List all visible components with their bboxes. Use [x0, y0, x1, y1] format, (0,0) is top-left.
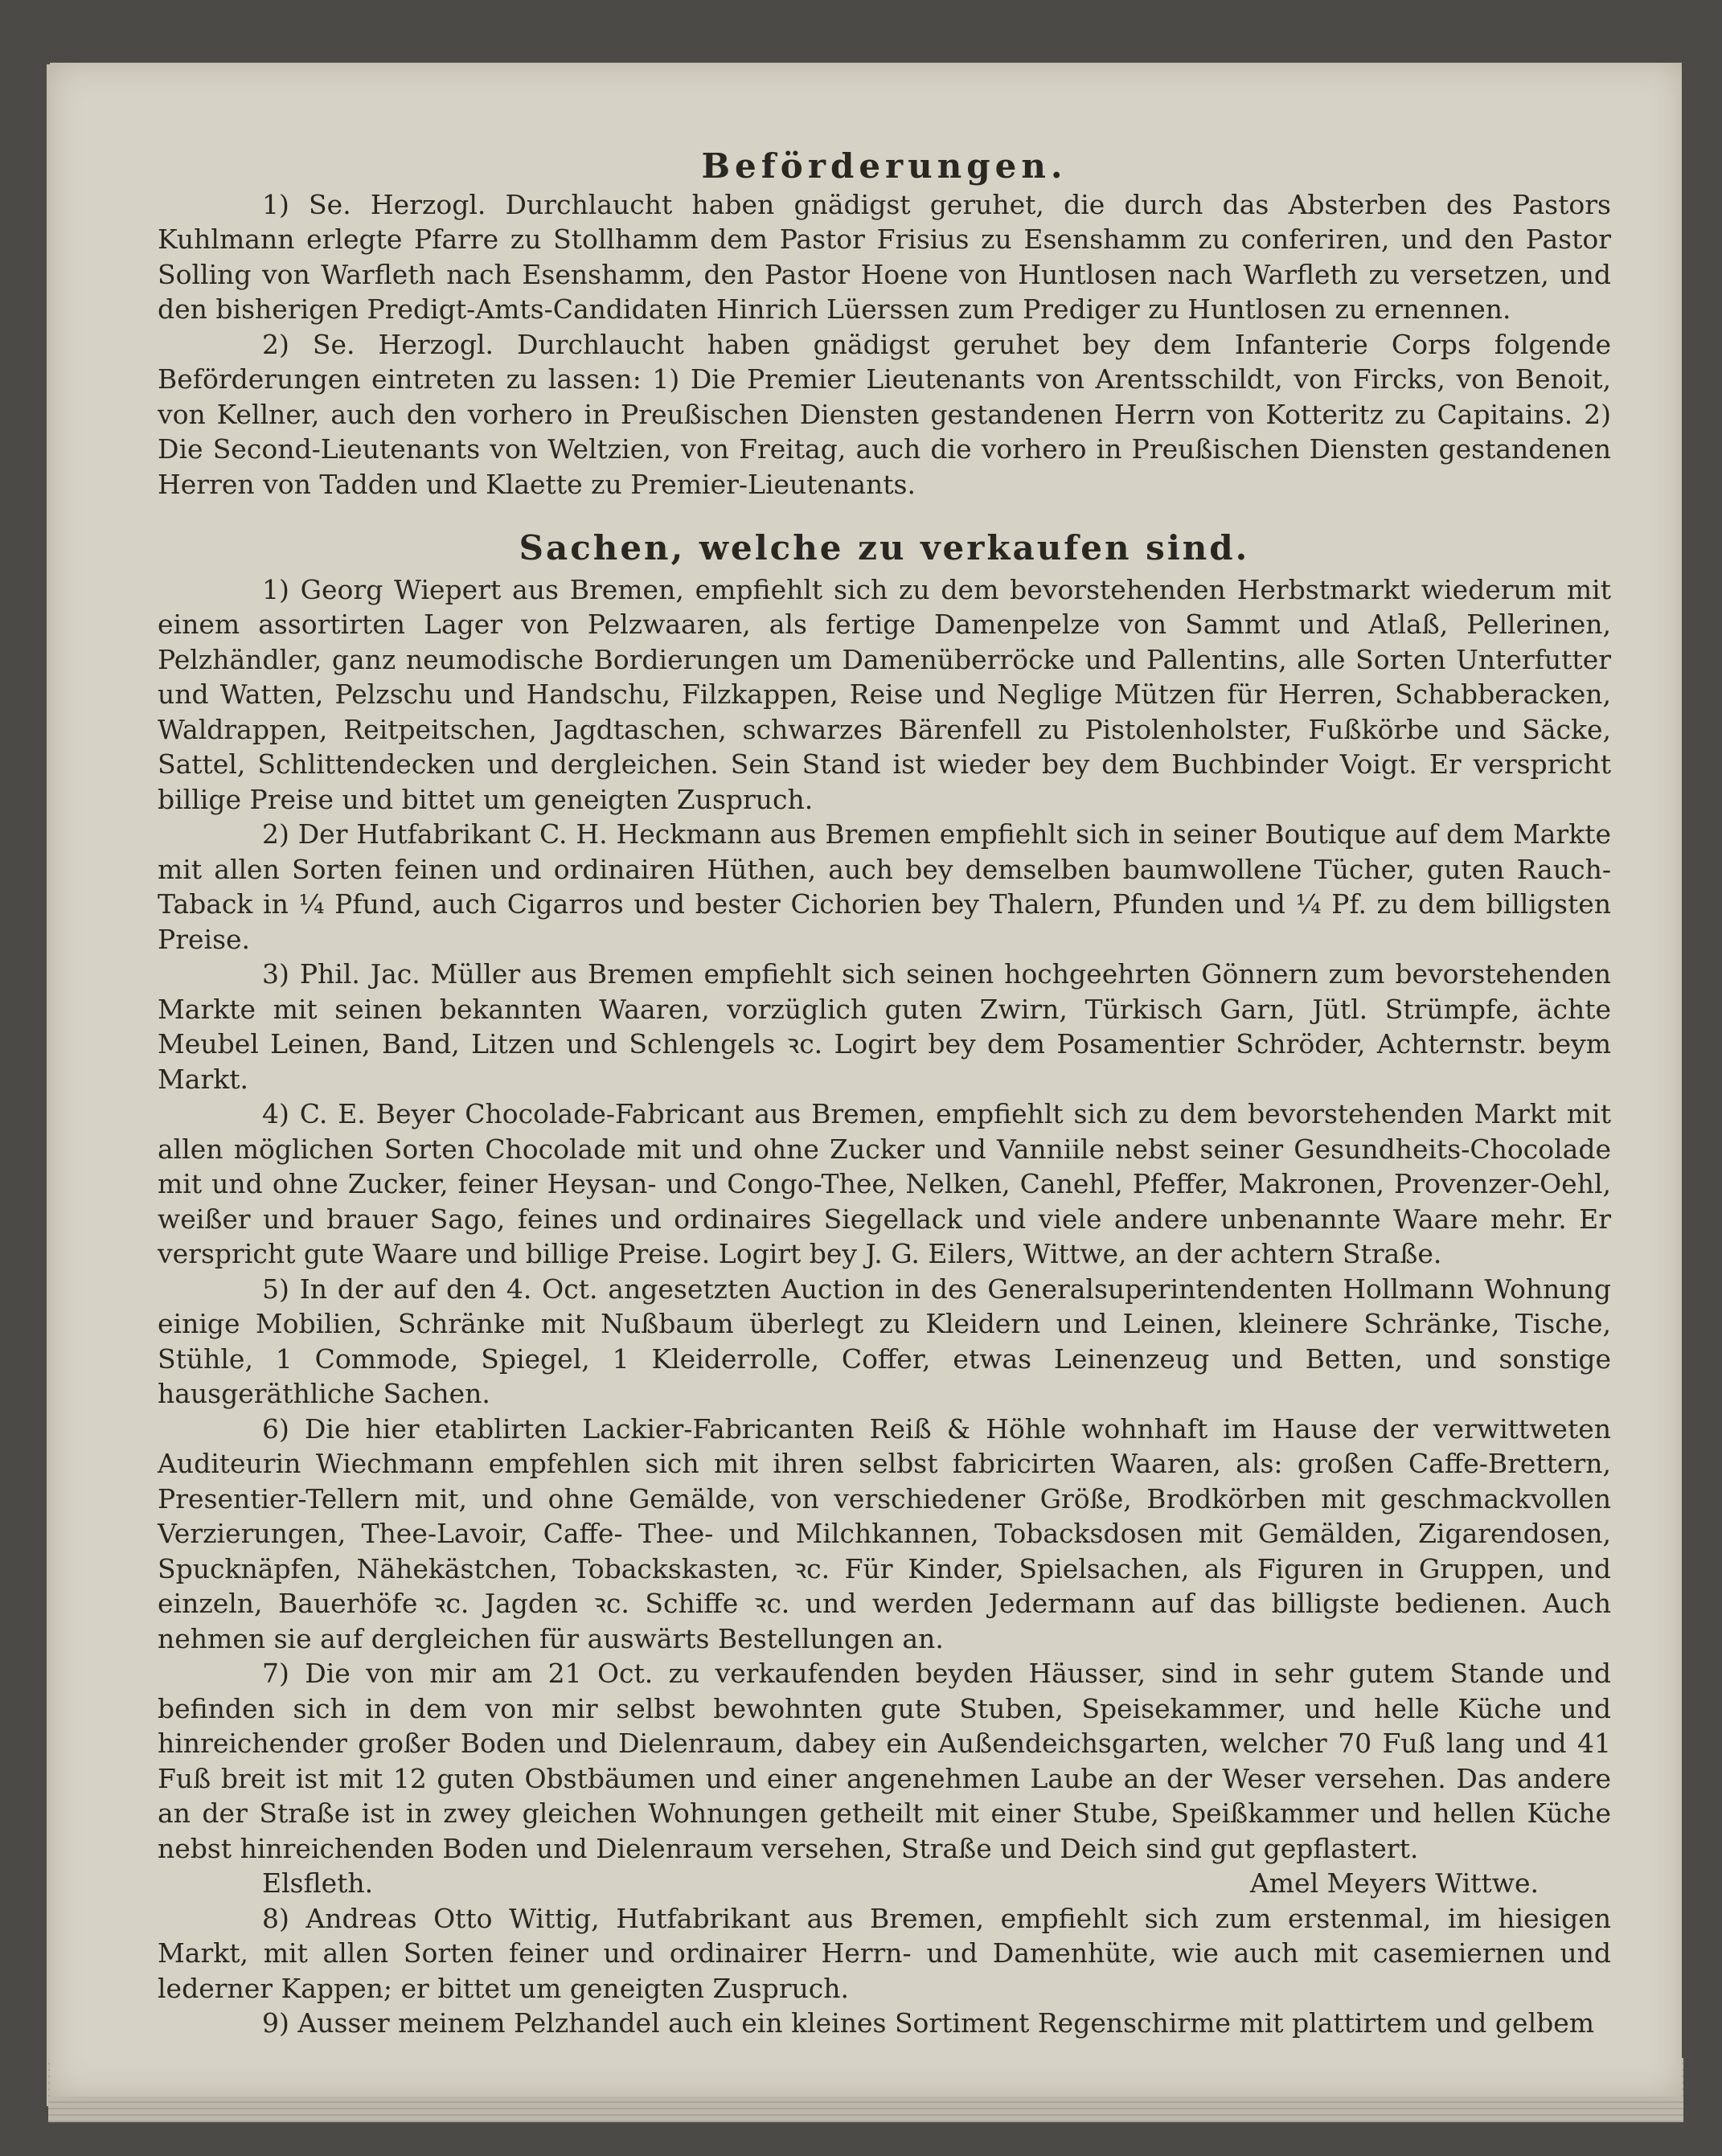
paragraph-befoerderung-2: 2) Se. Herzogl. Durchlaucht haben gnädigst geruhet bey dem Infanterie Corps folgende Beförderungen eintreten zu lassen: 1) Die Premier Lieutenants von Arentsschildt, von Fircks, von Benoit, von Kellner, auch den vorhero in Preußischen Diensten gestandenen Herrn von Kotteritz zu Capitains. 2) Die Second-Lieutenants von Weltzien, von Freitag, auch die vorhero in Preußischen Diensten gestandenen Herren von Tadden und Klaette zu Premier-Lieutenants.	[158, 328, 1611, 500]
paragraph-sachen-9: 9) Ausser meinem Pelzhandel auch ein kleines Sortiment Regenschirme mit plattirtem und gelbem	[262, 2007, 1595, 2039]
page-text	[158, 146, 1611, 2041]
paragraph-sachen-5: 5) In der auf den 4. Oct. angesetzten Auction in des Generalsuperintendenten Hollmann Wohnung einige Mobilien, Schränke mit Nußbaum überlegt zu Kleidern und Leinen, kleinere Schränke, Tische, Stühle, 1 Commode, Spiegel, 1 Kleiderrolle, Coffer, etwas Leinenzeug und Betten, und sonstige hausgeräthliche Sachen.	[158, 1273, 1611, 1409]
paragraph-sachen-8: 8) Andreas Otto Wittig, Hutfabrikant aus Bremen, empfiehlt sich zum erstenmal, im hiesigen Markt, mit allen Sorten feiner und ordinairer Herrn- und Damenhüte, wie auch mit casemiernen und lederner Kappen; er bittet um geneigten Zuspruch.	[158, 1902, 1611, 2004]
paragraph-befoerderung-1: 1) Se. Herzogl. Durchlaucht haben gnädigst geruhet, die durch das Absterben des Pastors Kuhlmann erlegte Pfarre zu Stollhamm dem Pastor Frisius zu Esenshamm zu conferiren, und den Pastor Solling von Warfleth nach Esenshamm, den Pastor Hoene von Huntlosen nach Warfleth zu versetzen, und den bisherigen Predigt-Amts-Candidaten Hinrich Lüerssen zum Prediger zu Huntlosen zu ernennen.	[158, 188, 1611, 325]
signature-line	[158, 1866, 1611, 1901]
signature-name: Amel Meyers Wittwe.	[1249, 1867, 1539, 1899]
paragraph-sachen-6: 6) Die hier etablirten Lackier-Fabricanten Reiß & Höhle wohnhaft im Hause der verwittweten Auditeurin Wiechmann empfehlen sich mit ihren selbst fabricirten Waaren, als: großen Caffe-Brettern, Presentier-Tellern mit, und ohne Gemälde, von verschiedener Größe, Brodkörben mit geschmackvollen Verzierungen, Thee-Lavoir, Caffe- Thee- und Milchkannen, Tobacksdosen mit Gemälden, Zigarendosen, Spucknäpfen, Nähekästchen, Tobackskasten, ꝛc. Für Kinder, Spielsachen, als Figuren in Gruppen, und einzeln, Bauerhöfe ꝛc. Jagden ꝛc. Schiffe ꝛc. und werden Jedermann auf das billigste bedienen. Auch nehmen sie auf dergleichen für auswärts Bestellungen an.	[158, 1412, 1611, 1654]
signature-place: Elsfleth.	[262, 1867, 374, 1899]
paragraph-sachen-3: 3) Phil. Jac. Müller aus Bremen empfiehlt sich seinen hochgeehrten Gönnern zum bevorstehenden Markte mit seinen bekannten Waaren, vorzüglich guten Zwirn, Türkisch Garn, Jütl. Strümpfe, ächte Meubel Leinen, Band, Litzen und Schlengels ꝛc. Logirt bey dem Posamentier Schröder, Achternstr. beym Markt.	[158, 958, 1611, 1095]
heading-befoerderungen: Beförderungen.	[701, 146, 1068, 186]
paragraph-sachen-7: 7) Die von mir am 21 Oct. zu verkaufenden beyden Häusser, sind in sehr gutem Stande und befinden sich in dem von mir selbst bewohnten gute Stuben, Speisekammer, und helle Küche und hinreichender großer Boden und Dielenraum, dabey ein Außendeichsgarten, welcher 70 Fuß lang und 41 Fuß breit ist mit 12 guten Obstbäumen und einer angenehmen Laube an der Weser versehen. Das andere an der Straße ist in zwey gleichen Wohnungen getheilt mit einer Stube, Speißkammer und hellen Küche nebst hinreichenden Boden und Dielenraum versehen, Straße und Deich sind gut gepflastert.	[158, 1658, 1611, 1864]
paragraph-sachen-1: 1) Georg Wiepert aus Bremen, empfiehlt sich zu dem bevorstehenden Herbstmarkt wiederum mit einem assortirten Lager von Pelzwaaren, als fertige Damenpelze von Sammt und Atlaß, Pellerinen, Pelzhändler, ganz neumodische Bordierungen um Damenüberröcke und Pallentins, alle Sorten Unterfutter und Watten, Pelzschu und Handschu, Filzkappen, Reise und Neglige Mützen für Herren, Schabberacken, Waldrappen, Reitpeitschen, Jagdtaschen, schwarzes Bärenfell zu Pistolenholster, Fußkörbe und Säcke, Sattel, Schlittendecken und dergleichen. Sein Stand ist wieder bey dem Buchbinder Voigt. Er verspricht billige Preise und bittet um geneigten Zuspruch.	[158, 573, 1611, 815]
paragraph-sachen-4: 4) C. E. Beyer Chocolade-Fabricant aus Bremen, empfiehlt sich zu dem bevorstehenden Markt mit allen möglichen Sorten Chocolade mit und ohne Zucker und Vanniile nebst seiner Gesundheits-Chocolade mit und ohne Zucker, feiner Heysan- und Congo-Thee, Nelken, Canehl, Pfeffer, Makronen, Provenzer-Oehl, weißer und brauer Sago, feines und ordinaires Siegellack und viele andere unbenannte Waare mehr. Er verspricht gute Waare und billige Preise. Logirt bey J. G. Eilers, Wittwe, an der achtern Straße.	[158, 1098, 1611, 1269]
paragraph-sachen-2: 2) Der Hutfabrikant C. H. Heckmann aus Bremen empfiehlt sich in seiner Boutique auf dem Markte mit allen Sorten feinen und ordinairen Hüthen, auch bey demselben baumwollene Tücher, guten Rauch-Taback in ¼ Pfund, auch Cigarros und bester Cichorien bey Thalern, Pfunden und ¼ Pf. zu dem billigsten Preise.	[158, 818, 1611, 955]
heading-sachen: Sachen, welche zu verkaufen sind.	[519, 528, 1250, 568]
